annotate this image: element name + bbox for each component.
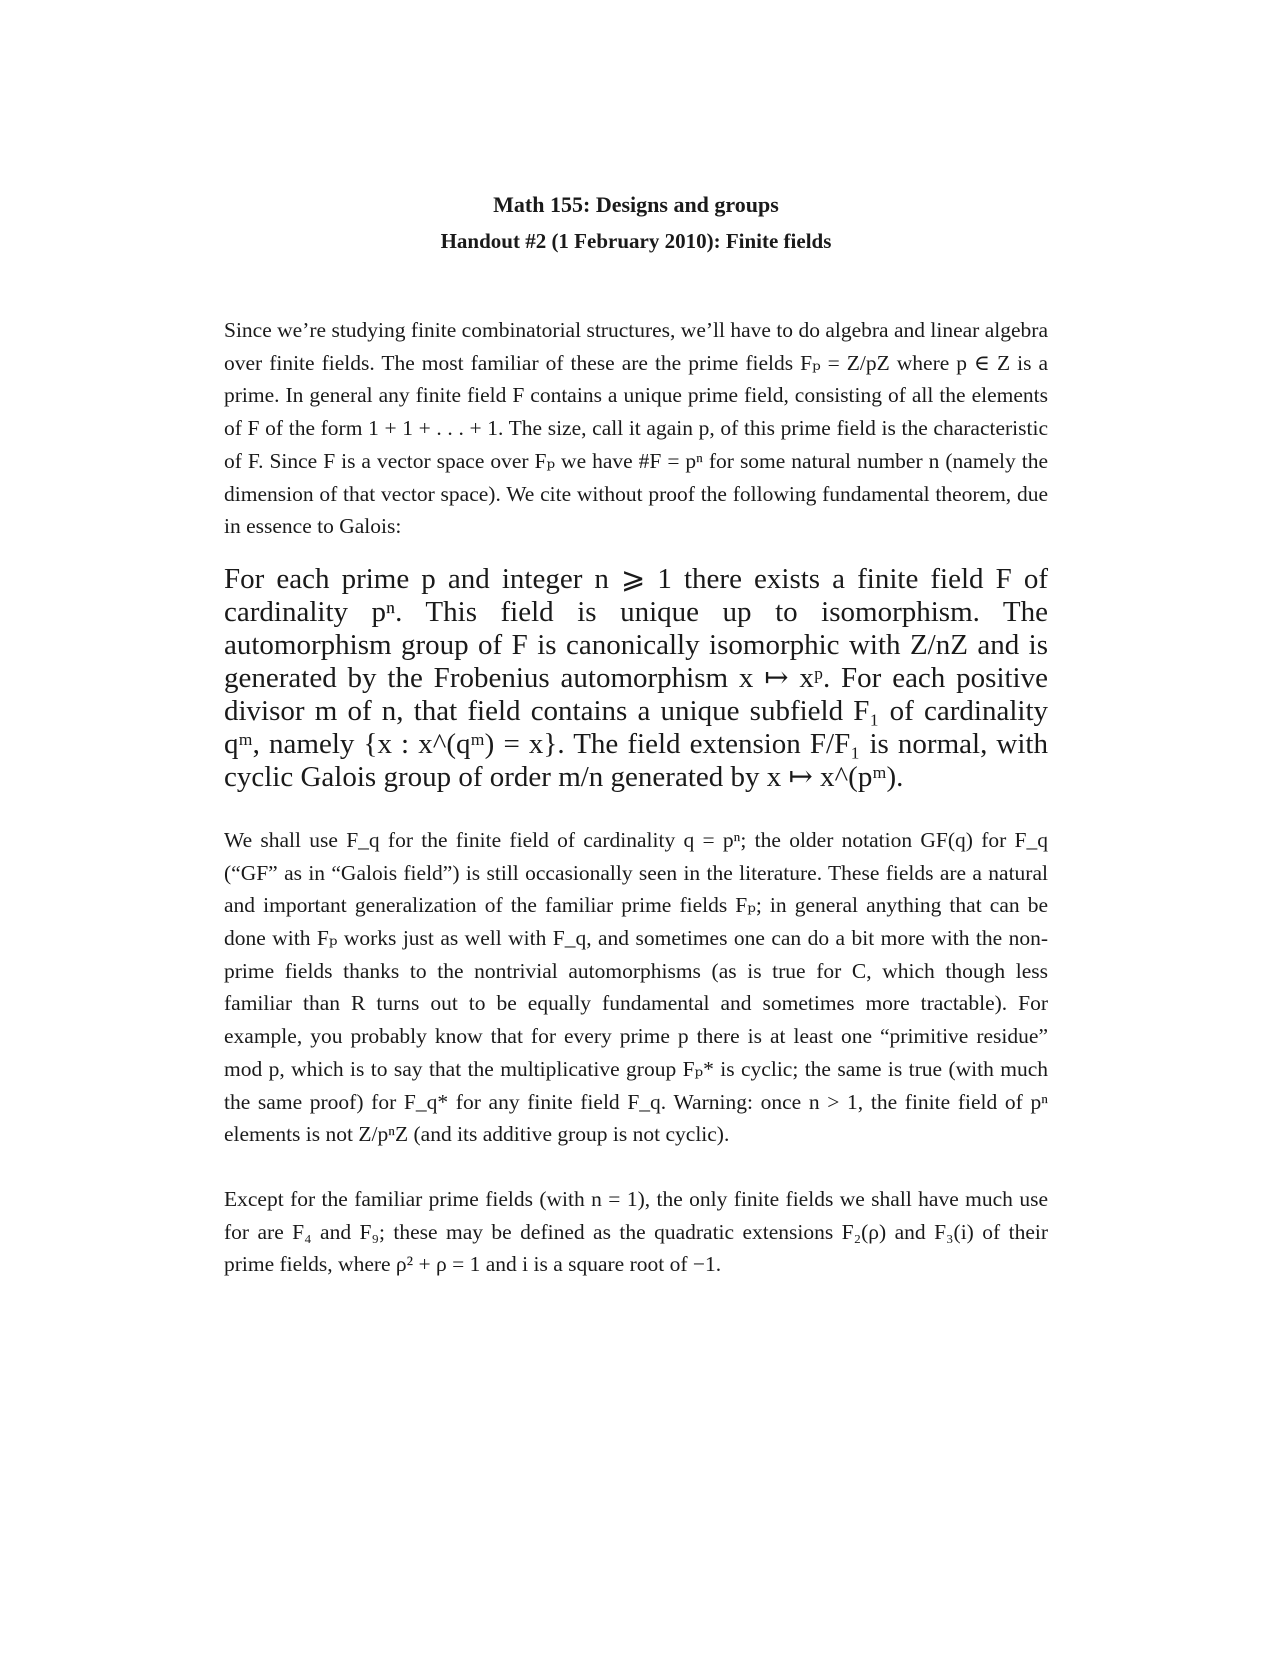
page-subtitle: Handout #2 (1 February 2010): Finite fields [440, 229, 832, 253]
document-page [224, 190, 1048, 1281]
except-text: Except for the familiar prime fields (with n = 1), the only finite fields we shall have much use for are F₄ and F₉; these may be defined as the quadratic extensions F₂(ρ) and F₃(i) of their prime fields, where ρ² + ρ = 1 and i is a square root of −1. [224, 1186, 1048, 1277]
notation-paragraph [224, 824, 1048, 1151]
except-paragraph [224, 1183, 1048, 1281]
theorem-text: For each prime p and integer n ⩾ 1 there exists a finite field F of cardinality pⁿ. This field is unique up to isomorphism. The automorphism group of F is canonically isomorphic with Z/nZ and is generated by the Frobenius automorphism x ↦ xᵖ. For each positive divisor m of n, that field contains a unique subfield F₁ of cardinality qᵐ, namely {x : x^(qᵐ) = x}. The field extension F/F₁ is normal, with cyclic Galois group of order m/n generated by x ↦ x^(pᵐ). [224, 562, 1048, 793]
page-title: Math 155: Designs and groups [493, 192, 779, 217]
intro-text: Since we’re studying finite combinatorial structures, we’ll have to do algebra and linear algebra over finite fields. The most familiar of these are the prime fields Fₚ = Z/pZ where p ∈ Z is a prime. In general any finite field F contains a unique prime field, consisting of all the elements of F of the form 1 + 1 + . . . + 1. The size, call it again p, of this prime field is the characteristic of F. Since F is a vector space over Fₚ we have #F = pⁿ for some natural number n (namely the dimension of that vector space). We cite without proof the following fundamental theorem, due in essence to Galois: [224, 318, 1048, 539]
theorem-statement [224, 563, 1048, 794]
notation-text: We shall use F_q for the finite field of cardinality q = pⁿ; the older notation GF(q) for F_q (“GF” as in “Galois field”) is still occasionally seen in the literature. These fields are a natural and important generalization of the familiar prime fields Fₚ; in general anything that can be done with Fₚ works just as well with F_q, and sometimes one can do a bit more with the non-prime fields thanks to the nontrivial automorphisms (as is true for C, which though less familiar than R turns out to be equally fundamental and sometimes more tractable). For example, you probably know that for every prime p there is at least one “primitive residue” mod p, which is to say that the multiplicative group Fₚ* is cyclic; the same is true (with much the same proof) for F_q* for any finite field F_q. Warning: once n > 1, the finite field of pⁿ elements is not Z/pⁿZ (and its additive group is not cyclic). [224, 827, 1048, 1147]
intro-paragraph [224, 314, 1048, 543]
